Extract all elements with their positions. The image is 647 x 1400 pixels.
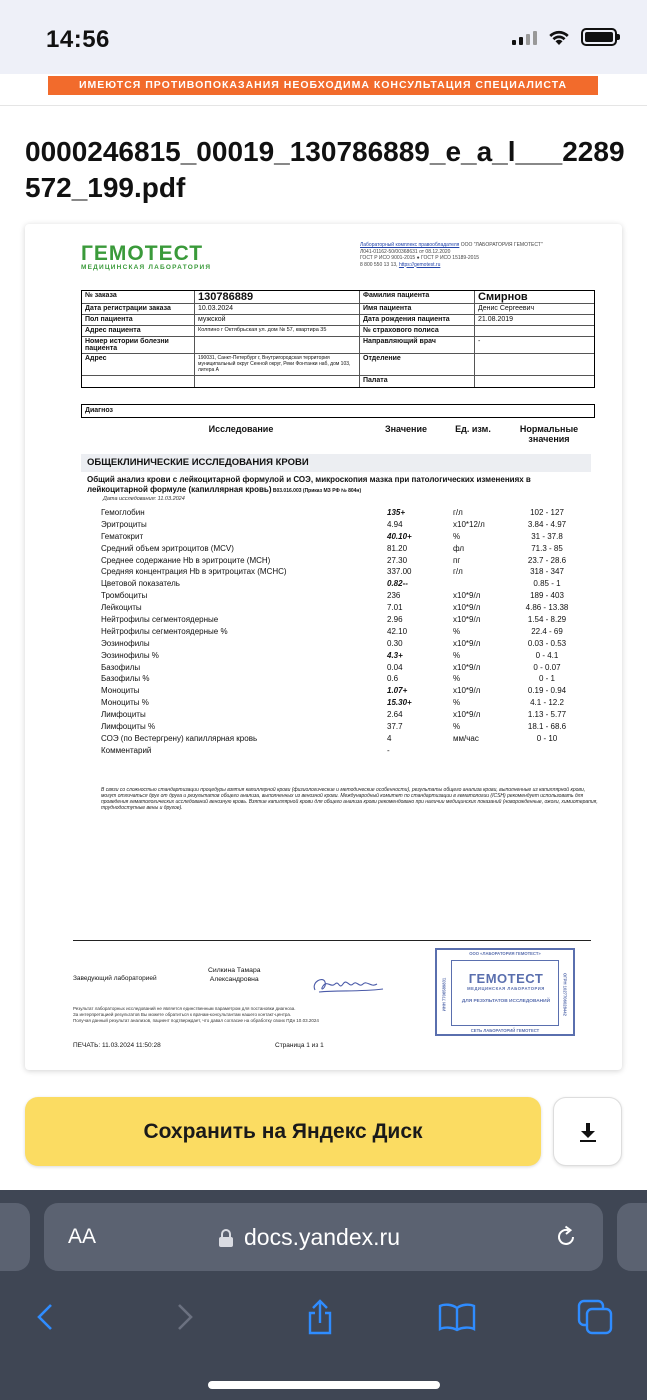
result-name: Эозинофилы bbox=[101, 638, 150, 648]
result-value: 2.64 bbox=[387, 710, 403, 720]
result-range: 1.13 - 5.77 bbox=[527, 710, 567, 720]
back-icon bbox=[35, 1302, 55, 1332]
result-unit: % bbox=[453, 722, 461, 732]
result-range: 4.86 - 13.38 bbox=[525, 603, 569, 613]
result-range: 71.3 - 85 bbox=[531, 543, 563, 553]
divider bbox=[0, 105, 647, 106]
result-row bbox=[25, 555, 622, 567]
stamp-bottom-text: СЕТЬ ЛАБОРАТОРИЙ ГЕМОТЕСТ bbox=[470, 1028, 540, 1033]
analysis-code: B03.016.003 (Приказ МЗ РФ № 804н) bbox=[271, 488, 362, 494]
tabs-icon bbox=[577, 1299, 613, 1335]
header-value: Значение bbox=[384, 424, 428, 434]
wifi-icon bbox=[547, 28, 571, 46]
previous-tab[interactable] bbox=[0, 1203, 30, 1271]
result-name: СОЭ (по Вестергрену) капиллярная кровь bbox=[101, 733, 258, 743]
license-link[interactable]: Лабораторный комплекс правообладателя bbox=[360, 242, 460, 248]
signal-icon bbox=[512, 29, 537, 45]
diagnosis-label: Диагноз bbox=[81, 404, 595, 418]
result-row bbox=[25, 638, 622, 650]
addr2-label: Адрес bbox=[82, 354, 195, 375]
result-name: Базофилы bbox=[101, 662, 141, 672]
doctor-label: Направляющий врач bbox=[360, 337, 475, 353]
file-title: 0000246815_00019_130786889_e_a_l___2289572_199.pdf bbox=[25, 136, 625, 203]
history-value bbox=[195, 337, 360, 353]
result-unit: x10*9/л bbox=[453, 591, 481, 601]
result-unit: x10*9/л bbox=[453, 710, 481, 720]
ward-value bbox=[475, 376, 594, 387]
status-bar bbox=[0, 0, 647, 74]
logo-subtitle: МЕДИЦИНСКАЯ ЛАБОРАТОРИЯ bbox=[81, 264, 212, 271]
lock-icon bbox=[218, 1228, 234, 1248]
browser-toolbar bbox=[0, 1292, 647, 1342]
result-range: 4.1 - 12.2 bbox=[530, 698, 564, 708]
pdf-preview[interactable] bbox=[25, 224, 622, 1070]
lastname-label: Фамилия пациента bbox=[360, 291, 475, 303]
result-row bbox=[25, 697, 622, 709]
result-value: 0.30 bbox=[387, 638, 403, 648]
address-label: Адрес пациента bbox=[82, 326, 195, 336]
head-name-1: Силкина Тамара bbox=[208, 967, 261, 974]
result-range: 0 - 0.07 bbox=[533, 662, 561, 672]
header-range: Нормальные значения bbox=[519, 424, 579, 444]
result-value: 42.10 bbox=[387, 626, 408, 636]
result-unit: г/л bbox=[453, 508, 463, 517]
result-value: 0.04 bbox=[387, 662, 403, 672]
head-role: Заведующий лабораторией bbox=[73, 975, 157, 982]
result-name: Эозинофилы % bbox=[101, 650, 159, 660]
result-unit: % bbox=[453, 626, 461, 636]
dept-label: Отделение bbox=[360, 354, 475, 375]
stamp-logo: ГЕМОТЕСТ bbox=[468, 971, 544, 986]
stamp-left-text: ИНН 7706589831 bbox=[441, 977, 447, 1012]
results-header bbox=[81, 423, 595, 447]
result-value: 4 bbox=[387, 733, 392, 743]
result-name: Гемоглобин bbox=[101, 508, 145, 517]
result-value: 337.00 bbox=[387, 567, 412, 577]
page-content bbox=[0, 74, 647, 1190]
sex-value: мужской bbox=[195, 315, 360, 325]
reload-icon[interactable] bbox=[552, 1223, 580, 1251]
disclaimer-2: За интерпретацией результатов Вы можете обратиться к врачам-консультантам нашего контакт-центра. bbox=[73, 1012, 292, 1017]
result-range: 1.54 - 8.29 bbox=[527, 615, 567, 625]
patient-info-table bbox=[81, 290, 595, 388]
doctor-value: - bbox=[478, 338, 481, 345]
method-note: В связи со сложностью стандартизации процедуры взятия капиллярной крови (физиологические и методические особенности), результаты общего анализа крови, выполненные из капиллярной крови, могут отличаться друг от друга и результатов общего анализа, выполненных из венозной крови. Международный комитет по стандартизации в гематологии (ICSH) рекомендует использовать для проведения гематологических исследований венозную кровь. Взятие капиллярной крови для общего анализа крови рекомендовано при наличии медицинских показаний (новорожденные, ожоги, химиотерапия, труднодоступные вены и другое). bbox=[101, 787, 598, 811]
result-range: 318 - 347 bbox=[530, 567, 564, 577]
result-range: 31 - 37.8 bbox=[531, 531, 563, 541]
patient-lastname: Смирнов bbox=[478, 291, 528, 303]
info-row bbox=[82, 376, 594, 387]
download-icon bbox=[579, 1122, 597, 1142]
order-label: № заказа bbox=[82, 291, 195, 303]
result-unit: x10*9/л bbox=[453, 686, 481, 696]
result-unit: % bbox=[453, 650, 461, 660]
result-name: Лимфоциты % bbox=[101, 722, 156, 732]
result-range: 0 - 1 bbox=[538, 674, 555, 684]
back-button[interactable] bbox=[20, 1292, 70, 1342]
info-row bbox=[82, 354, 594, 376]
result-unit: мм/час bbox=[453, 733, 479, 743]
result-row bbox=[25, 531, 622, 543]
result-row bbox=[25, 543, 622, 555]
ward-label: Палата bbox=[360, 376, 475, 387]
result-unit: пг bbox=[453, 555, 461, 565]
url-text: docs.yandex.ru bbox=[244, 1224, 400, 1250]
next-tab[interactable] bbox=[617, 1203, 647, 1271]
info-row bbox=[82, 326, 594, 337]
result-name: Нейтрофилы сегментоядерные % bbox=[101, 626, 228, 636]
info-row bbox=[82, 291, 594, 304]
stamp-text: ДЛЯ РЕЗУЛЬТАТОВ ИССЛЕДОВАНИЙ bbox=[461, 999, 551, 1004]
empty-cell bbox=[195, 376, 360, 387]
result-row bbox=[25, 650, 622, 662]
result-value: 4.94 bbox=[387, 519, 403, 529]
result-row bbox=[25, 626, 622, 638]
forward-button[interactable] bbox=[160, 1292, 210, 1342]
disclaimer-3: Получая данный результат анализов, пациент подтверждает, что давал согласие на обработку своих ПДн 10.03.2024 bbox=[73, 1018, 319, 1023]
url-display[interactable] bbox=[218, 1224, 400, 1251]
result-range: 102 - 127 bbox=[530, 508, 564, 517]
stamp-subtitle: МЕДИЦИНСКАЯ ЛАБОРАТОРИЯ bbox=[467, 986, 545, 991]
head-name-2: Александровна bbox=[209, 976, 259, 983]
result-name: Комментарий bbox=[101, 745, 152, 755]
result-value: 27.30 bbox=[387, 555, 408, 565]
share-button[interactable] bbox=[295, 1292, 345, 1342]
analysis-name: Общий анализ крови с лейкоцитарной формулой и СОЭ, микроскопия мазка при патологических изменениях в лейкоцитарной формуле (капиллярная кровь) bbox=[87, 475, 531, 494]
address-value: Колпино г Октябрьская ул. дом № 57, квартира 35 bbox=[195, 326, 360, 336]
empty-cell bbox=[82, 376, 195, 387]
result-unit: % bbox=[453, 674, 461, 684]
result-value: 4.3+ bbox=[387, 650, 403, 660]
result-name: Средняя концентрация Hb в эритроцитах (MCHC) bbox=[101, 567, 287, 577]
result-range: 0 - 10 bbox=[536, 733, 558, 743]
result-range: 3.84 - 4.97 bbox=[527, 519, 567, 529]
status-icons bbox=[512, 28, 617, 46]
stamp-top-text: ООО «ЛАБОРАТОРИЯ ГЕМОТЕСТ» bbox=[469, 951, 541, 956]
result-range: 23.7 - 28.6 bbox=[527, 555, 567, 565]
result-range: 22.4 - 69 bbox=[531, 626, 563, 636]
patient-name: Денис Сергеевич bbox=[478, 305, 535, 312]
result-value: 0.6 bbox=[387, 674, 399, 684]
result-range: 0.19 - 0.94 bbox=[527, 686, 567, 696]
dept-value bbox=[475, 354, 594, 375]
result-value: 1.07+ bbox=[387, 686, 408, 696]
regdate-value: 10.03.2024 bbox=[195, 304, 360, 314]
section-title: ОБЩЕКЛИНИЧЕСКИЕ ИССЛЕДОВАНИЯ КРОВИ bbox=[81, 454, 591, 472]
result-range: 0.85 - 1 bbox=[533, 579, 561, 589]
analysis-title bbox=[87, 475, 592, 496]
result-name: Нейтрофилы сегментоядерные bbox=[101, 615, 219, 625]
result-value: 0.82-- bbox=[387, 579, 408, 589]
header-unit: Ед. изм. bbox=[455, 424, 491, 434]
result-row bbox=[25, 685, 622, 697]
result-row bbox=[25, 614, 622, 626]
results-table bbox=[25, 507, 622, 757]
result-row bbox=[25, 673, 622, 685]
stamp-inner bbox=[451, 960, 559, 1026]
result-row bbox=[25, 745, 622, 757]
info-row bbox=[82, 315, 594, 326]
lab-logo bbox=[81, 242, 211, 271]
tabs-button[interactable] bbox=[570, 1292, 620, 1342]
address-bar[interactable] bbox=[44, 1203, 603, 1271]
license-rest: ООО "ЛАБОРАТОРИЯ ГЕМОТЕСТ" bbox=[459, 242, 543, 248]
policy-value bbox=[475, 326, 594, 336]
stamp-right-text: ОГРН 1027706028442 bbox=[562, 973, 568, 1016]
history-label: Номер истории болезни пациента bbox=[82, 337, 195, 353]
result-range: 0.03 - 0.53 bbox=[527, 638, 567, 648]
analysis-date: Дата исследования: 11.03.2024 bbox=[103, 496, 185, 502]
result-value: 7.01 bbox=[387, 603, 403, 613]
disclaimer bbox=[73, 1006, 443, 1024]
result-range: 189 - 403 bbox=[530, 591, 564, 601]
divider bbox=[73, 940, 591, 941]
result-value: 37.7 bbox=[387, 722, 403, 732]
result-row bbox=[25, 566, 622, 578]
result-name: Базофилы % bbox=[101, 674, 150, 684]
result-range: 0 - 4.1 bbox=[535, 650, 559, 660]
license-line-4: 8 800 550 13 13, bbox=[360, 261, 399, 268]
result-row bbox=[25, 709, 622, 721]
save-to-disk-button[interactable]: Сохранить на Яндекс Диск bbox=[25, 1097, 541, 1166]
result-unit: x10*9/л bbox=[453, 603, 481, 613]
result-unit: % bbox=[453, 531, 461, 541]
header-test: Исследование bbox=[208, 424, 274, 434]
warning-banner: ИМЕЮТСЯ ПРОТИВОПОКАЗАНИЯ НЕОБХОДИМА КОНСУЛЬТАЦИЯ СПЕЦИАЛИСТА bbox=[48, 76, 598, 95]
forward-icon bbox=[175, 1302, 195, 1332]
result-name: Лимфоциты bbox=[101, 710, 146, 720]
battery-icon bbox=[581, 28, 617, 46]
info-row bbox=[82, 337, 594, 354]
result-name: Моноциты % bbox=[101, 698, 149, 708]
result-range: 18.1 - 68.6 bbox=[527, 722, 567, 732]
policy-label: № страхового полиса bbox=[360, 326, 475, 336]
page-number: Страница 1 из 1 bbox=[275, 1042, 324, 1049]
result-unit: x10*9/л bbox=[453, 638, 481, 648]
status-time: 14:56 bbox=[46, 26, 110, 53]
download-button[interactable] bbox=[553, 1097, 622, 1166]
regdate-label: Дата регистрации заказа bbox=[82, 304, 195, 314]
result-name: Среднее содержание Hb в эритроците (MCH) bbox=[101, 555, 271, 565]
browser-chrome bbox=[0, 1190, 647, 1400]
result-row bbox=[25, 507, 622, 519]
share-icon bbox=[305, 1299, 335, 1335]
result-name: Средний объем эритроцитов (MCV) bbox=[101, 543, 234, 553]
license-line-3: ГОСТ Р ИСО 9001-2015 ● ГОСТ Р ИСО 15189-2015 bbox=[360, 255, 480, 261]
license-info bbox=[360, 242, 600, 268]
result-name: Эритроциты bbox=[101, 519, 147, 529]
result-value: 236 bbox=[387, 591, 401, 601]
result-unit: x10*9/л bbox=[453, 662, 481, 672]
result-unit: г/л bbox=[453, 567, 463, 577]
birth-label: Дата рождения пациента bbox=[360, 315, 475, 325]
result-unit: фл bbox=[453, 543, 465, 553]
result-row bbox=[25, 602, 622, 614]
result-name: Гематокрит bbox=[101, 531, 144, 541]
result-row bbox=[25, 662, 622, 674]
result-row bbox=[25, 519, 622, 531]
lab-site-link[interactable]: https://gemotest.ru bbox=[398, 261, 441, 268]
result-name: Цветовой показатель bbox=[101, 579, 180, 589]
head-name bbox=[208, 966, 261, 984]
home-indicator bbox=[208, 1381, 440, 1389]
addr2-value: 190031, Санкт-Петербург г, Внутригородская территория муниципальный округ Сенной округ, Реки Фонтанки наб, дом 103, литера А bbox=[195, 354, 360, 375]
sex-label: Пол пациента bbox=[82, 315, 195, 325]
result-value: 15.30+ bbox=[387, 698, 412, 708]
result-name: Лейкоциты bbox=[101, 603, 142, 613]
result-unit: x10*12/л bbox=[453, 519, 485, 529]
result-unit: x10*9/л bbox=[453, 615, 481, 625]
logo-text: ГЕМОТЕСТ bbox=[81, 242, 204, 265]
result-row bbox=[25, 721, 622, 733]
lab-stamp bbox=[435, 948, 575, 1036]
print-date: ПЕЧАТЬ: 11.03.2024 11:50:28 bbox=[73, 1042, 161, 1049]
result-value: 81.20 bbox=[387, 543, 408, 553]
result-name: Моноциты bbox=[101, 686, 140, 696]
bookmarks-button[interactable] bbox=[432, 1292, 482, 1342]
reader-settings-button[interactable] bbox=[68, 1225, 96, 1249]
signature-image bbox=[309, 972, 389, 998]
disclaimer-1: Результат лабораторных исследований не является единственным параметром для постановки диагноза. bbox=[73, 1006, 296, 1011]
result-name: Тромбоциты bbox=[101, 591, 148, 601]
birth-value: 21.08.2019 bbox=[478, 316, 514, 323]
result-value: 40.10+ bbox=[387, 531, 412, 541]
result-value: - bbox=[387, 745, 390, 755]
order-number: 130786889 bbox=[195, 291, 360, 303]
result-row bbox=[25, 590, 622, 602]
license-line-2: Л041-01162-50/00368631 от 08.12.2020 bbox=[360, 248, 451, 255]
info-row bbox=[82, 304, 594, 315]
result-row bbox=[25, 733, 622, 745]
result-unit: % bbox=[453, 698, 461, 708]
result-value: 2.96 bbox=[387, 615, 403, 625]
aa-label: AA bbox=[68, 1225, 97, 1248]
bookmarks-icon bbox=[438, 1302, 476, 1332]
result-row bbox=[25, 578, 622, 590]
name-label: Имя пациента bbox=[360, 304, 475, 314]
result-value: 135+ bbox=[387, 508, 406, 517]
